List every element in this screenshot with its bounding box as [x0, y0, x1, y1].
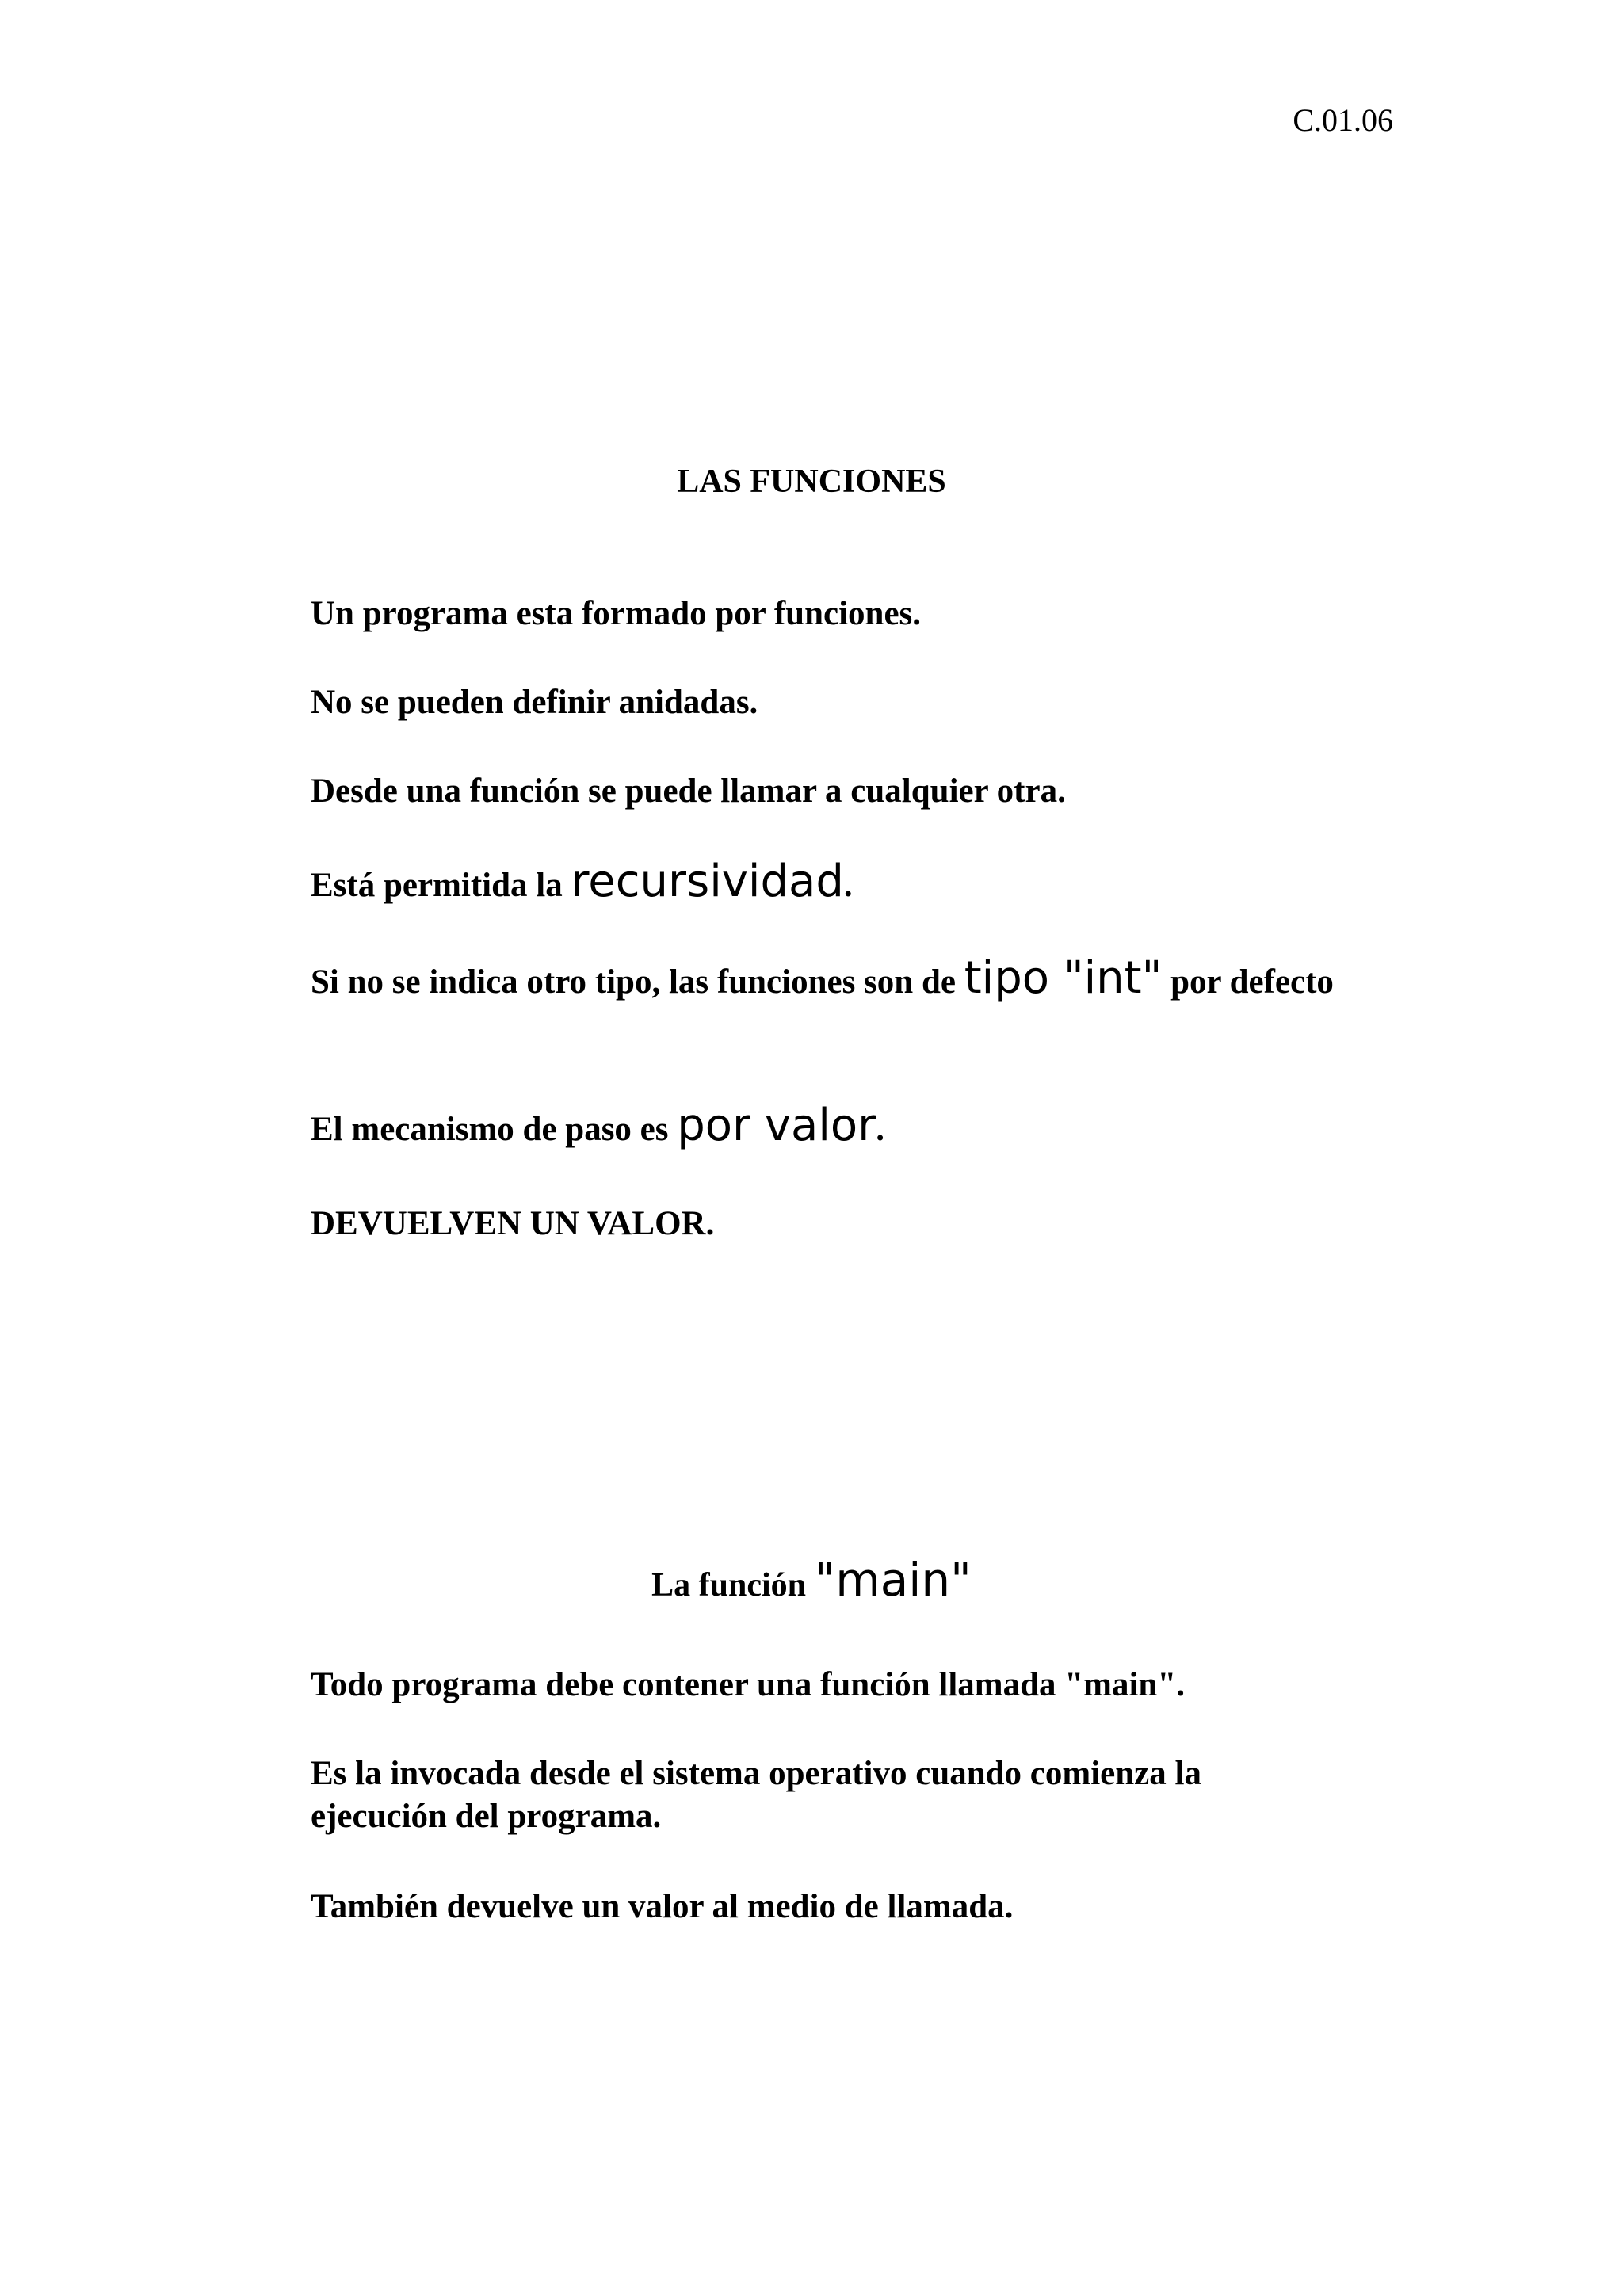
paragraph-recursividad	[311, 856, 1341, 907]
paragraph-tipo-int-end: por defecto	[1162, 963, 1334, 1001]
recursividad-emphasis: recursividad	[571, 856, 844, 907]
paragraph-invocada-sistema: Es la invocada desde el sistema operativo cuando comienza la ejecución del programa.	[311, 1755, 1201, 1835]
main-emphasis: "main"	[814, 1553, 972, 1607]
paragraph-programa-funciones: Un programa esta formado por funciones.	[311, 595, 922, 632]
por-valor-emphasis: por valor	[677, 1100, 876, 1151]
paragraph-por-valor-text: El mecanismo de paso es	[311, 1111, 678, 1148]
page-code: C.01.06	[1293, 102, 1393, 138]
paragraph-devuelven-valor: DEVUELVEN UN VALOR.	[311, 1205, 715, 1242]
paragraph-llamar-otra: Desde una función se puede llamar a cualquier otra.	[311, 772, 1066, 810]
paragraph-no-anidadas: No se pueden definir anidadas.	[311, 684, 758, 721]
section-title-funcion-main	[0, 1553, 1623, 1607]
section-title-main-text: La función	[651, 1567, 815, 1604]
paragraph-tipo-int-text: Si no se indica otro tipo, las funciones son de	[311, 963, 964, 1001]
paragraph-programa-main: Todo programa debe contener una función llamada "main".	[311, 1666, 1185, 1703]
tipo-int-emphasis: tipo "int"	[964, 952, 1163, 1004]
paragraph-recursividad-end: .	[843, 867, 853, 904]
paragraph-devuelve-valor: También devuelve un valor al medio de llamada.	[311, 1888, 1014, 1925]
section-title-las-funciones: LAS FUNCIONES	[677, 463, 946, 500]
paragraph-tipo-int	[311, 952, 1341, 1004]
paragraph-por-valor-end: .	[876, 1111, 884, 1148]
paragraph-recursividad-text: Está permitida la	[311, 867, 571, 904]
paragraph-por-valor	[311, 1100, 1341, 1151]
